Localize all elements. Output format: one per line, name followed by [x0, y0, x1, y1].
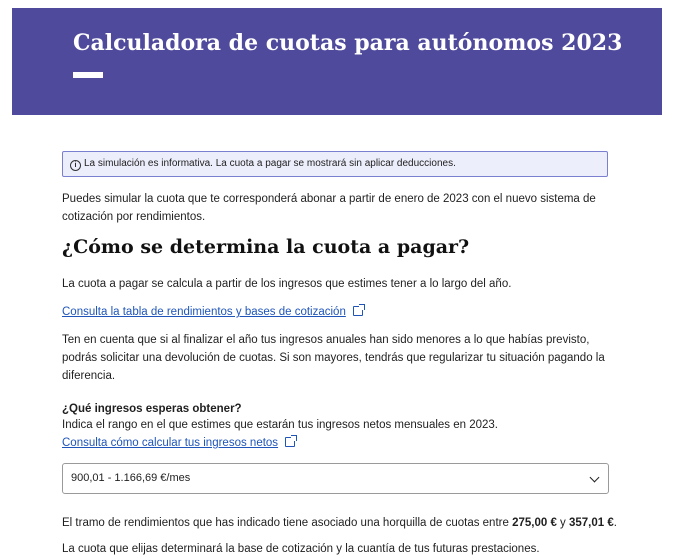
info-notice: [62, 151, 608, 177]
section-heading: ¿Cómo se determina la cuota a pagar?: [62, 236, 470, 258]
intro-text: Puedes simular la cuota que te corresponderá abonar a partir de enero de 2023 con el nuevo sistema de cotización por rendimientos.: [62, 193, 596, 223]
info-icon: i: [70, 160, 81, 171]
page-header: [12, 8, 662, 115]
result-note: La cuota que elijas determinará la base de cotización y la cuantía de tus futuras prestaciones.: [62, 543, 540, 555]
result-max-fee: 357,01 €: [568, 517, 614, 529]
external-link-icon: [353, 306, 363, 316]
chevron-down-icon: [590, 473, 600, 483]
section-paragraph-1: La cuota a pagar se calcula a partir de los ingresos que estimes tener a lo largo del año.: [62, 278, 512, 290]
income-question-label: ¿Qué ingresos esperas obtener?: [62, 403, 242, 415]
notice-text: La simulación es informativa. La cuota a pagar se mostrará sin aplicar deducciones.: [84, 158, 456, 169]
external-link-icon: [285, 437, 295, 447]
net-income-link-row: [62, 434, 622, 452]
income-range-selected-value: 900,01 - 1.166,69 €/mes: [71, 472, 191, 484]
title-underline: [73, 72, 103, 78]
net-income-link[interactable]: Consulta cómo calcular tus ingresos netos: [62, 437, 279, 449]
result-text-middle: y: [556, 517, 569, 529]
result-text: [62, 514, 662, 532]
result-text-before: El tramo de rendimientos que has indicado tiene asociado una horquilla de cuotas entre: [62, 517, 513, 529]
income-question-hint: Indica el rango en el que estimes que estarán tus ingresos netos mensuales en 2023.: [62, 419, 499, 431]
section-paragraph-2: Ten en cuenta que si al finalizar el año tus ingresos anuales han sido menores a lo que habías previsto, podrás solicitar una devolución de cuotas. Si son mayores, tendrás que regularizar tu situación pagando la diferencia.: [62, 334, 605, 382]
page-title: Calculadora de cuotas para autónomos 2023: [73, 30, 623, 56]
result-text-after: .: [613, 517, 617, 529]
result-min-fee: 275,00 €: [512, 517, 557, 529]
rendimientos-table-link[interactable]: Consulta la tabla de rendimientos y bases de cotización: [62, 306, 346, 318]
table-link-row: [62, 303, 622, 321]
income-range-select[interactable]: [62, 463, 609, 494]
